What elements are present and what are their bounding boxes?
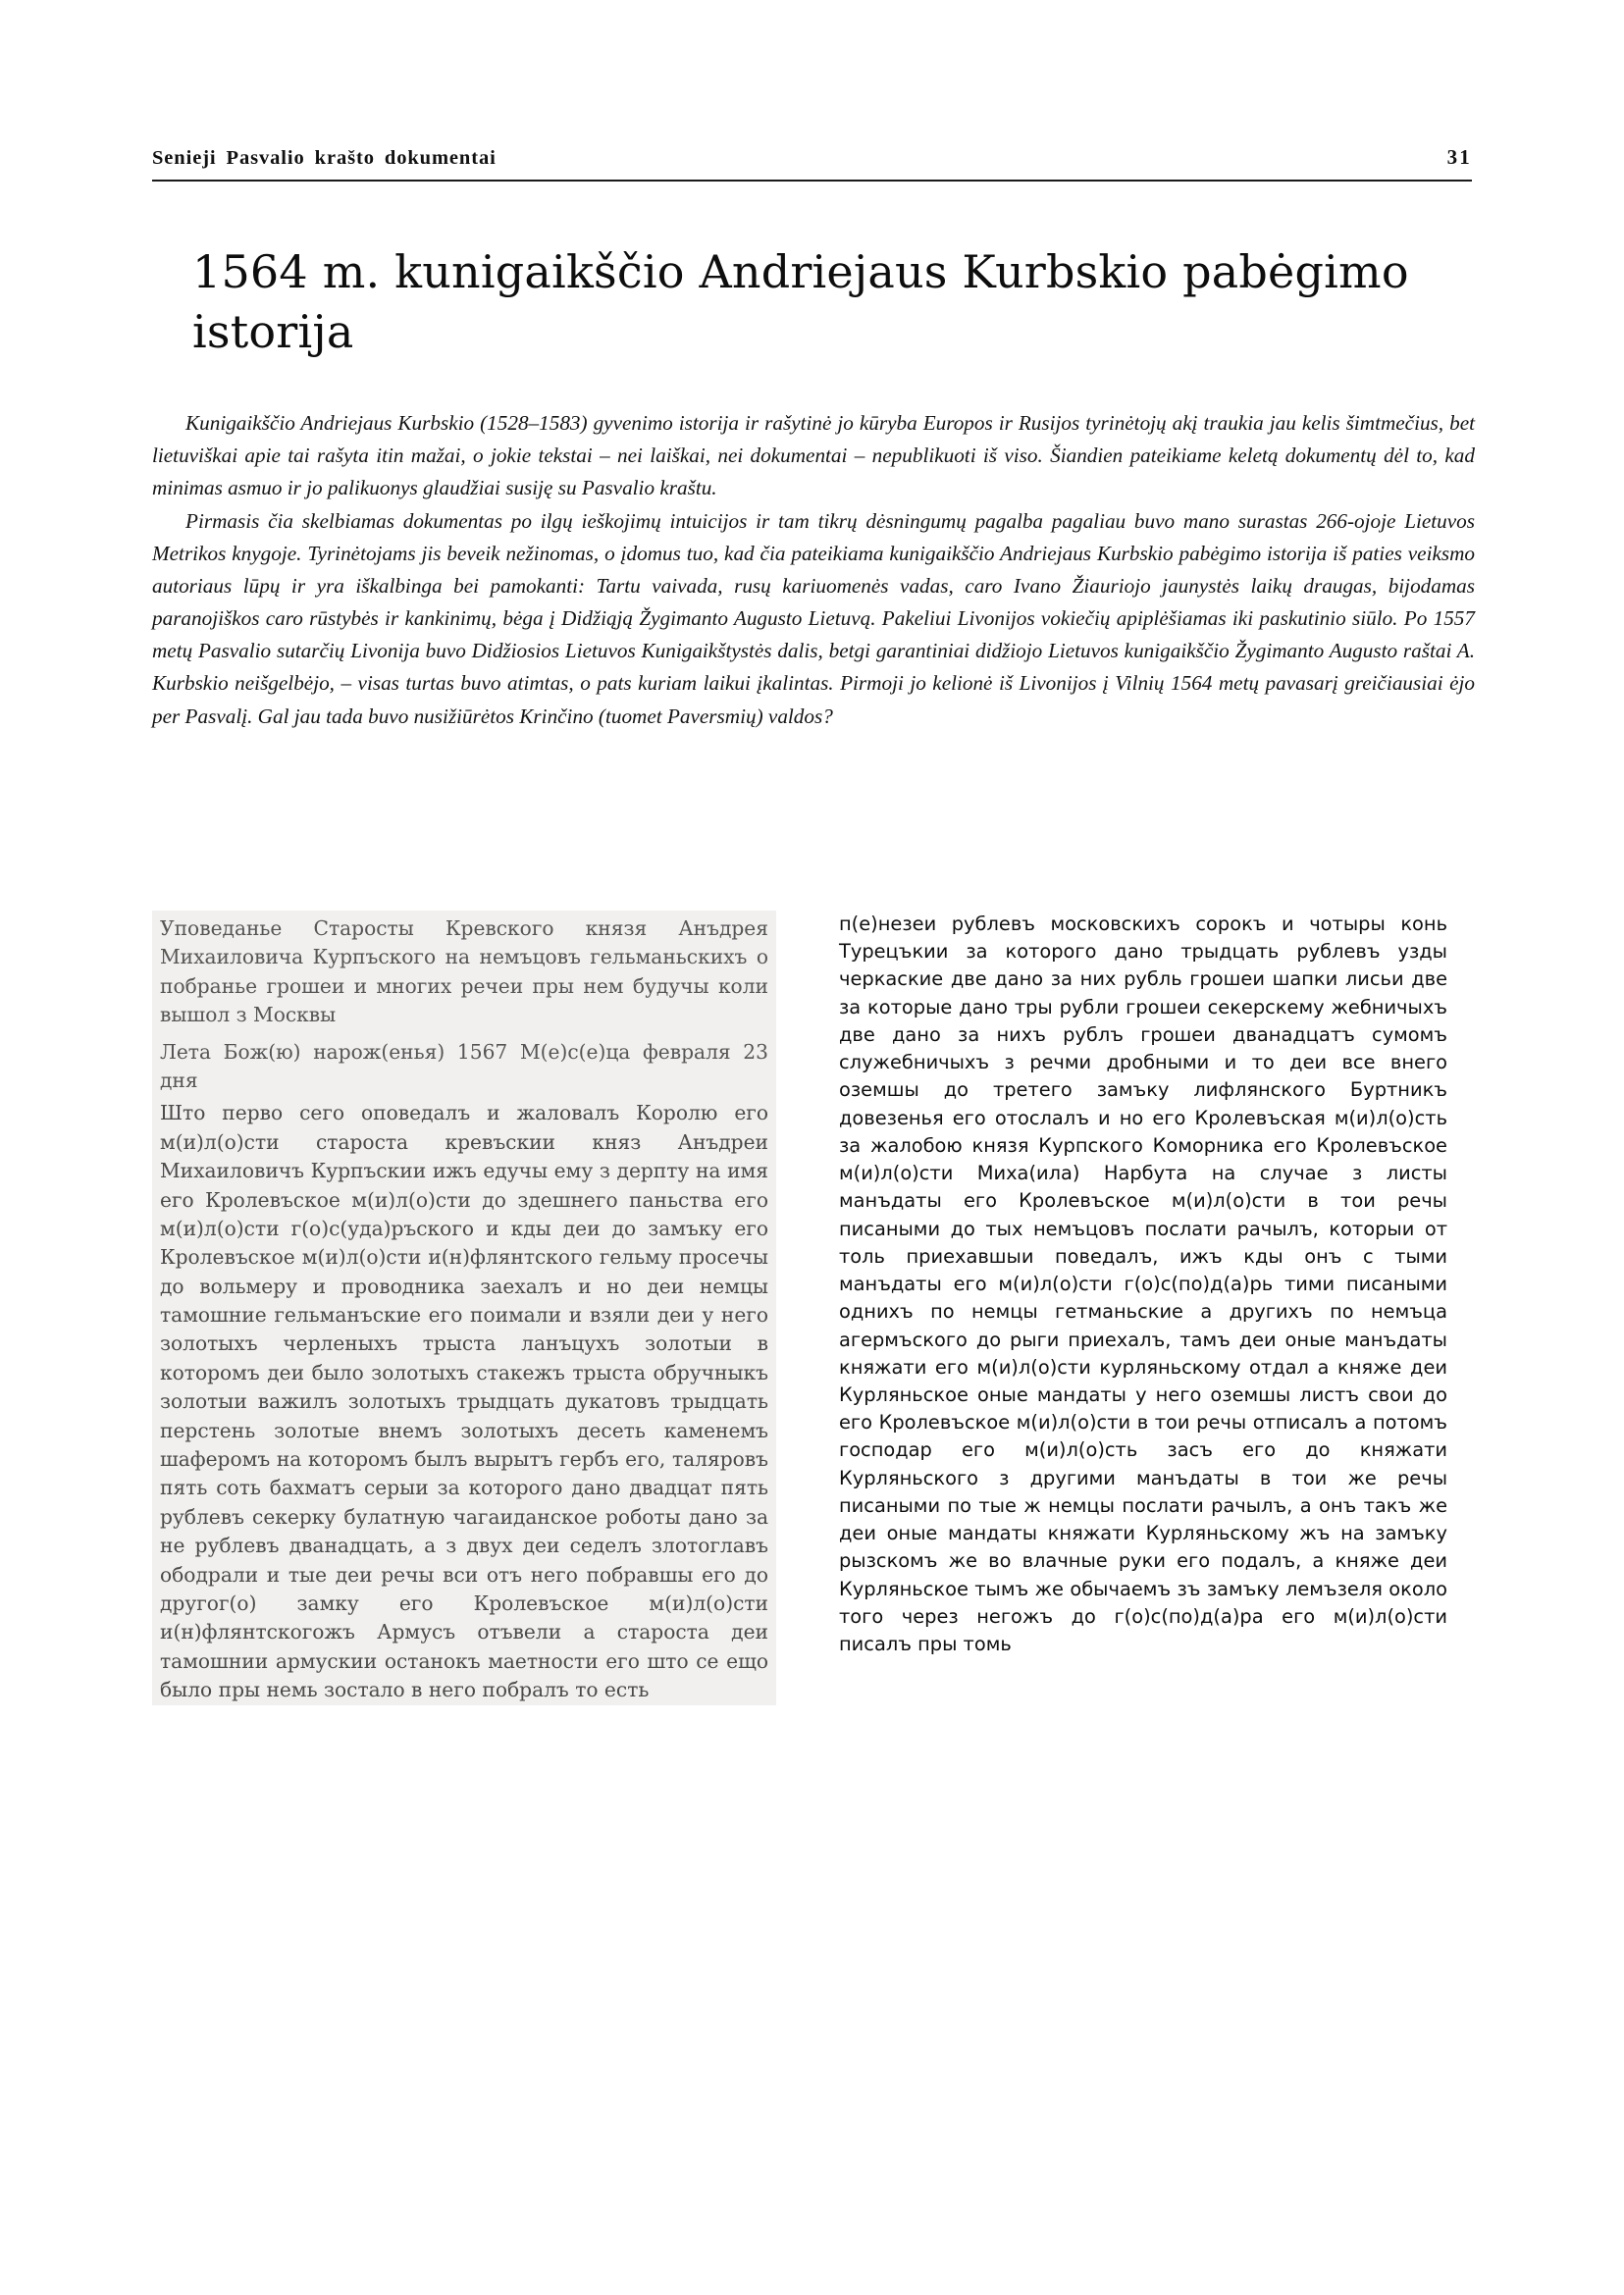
transcription-left-column	[152, 911, 776, 1705]
intro-paragraph-2: Pirmasis čia skelbiamas dokumentas po ilgų ieškojimų intuicijos ir tam tikrų dėsningumų pagalba pagaliau buvo mano surastas 266-ojoje Lietuvos Metrikos knygoje. Tyrinėtojams jis beveik nežinomas, o įdomus tuo, kad čia pateikiama kunigaikščio Andriejaus Kurbskio pabėgimo istorija iš paties veiksmo autoriaus lūpų ir yra iškalbinga bei pamokanti: Tartu vaivada, rusų kariuomenės vadas, caro Ivano Žiauriojo jaunystės laikų draugas, bijodamas paranojiškos caro rūstybės ir kankinimų, bėga į Didžiąją Žygimanto Augusto Lietuvą. Pakeliui Livonijos vokiečių apiplėšiamas iki paskutinio siūlo. Po 1557 metų Pasvalio sutarčių Livonija buvo Didžiosios Lietuvos Kunigaikštystės dalis, betgi garantiniai didžiojo Lietuvos kunigaikščio Žygimanto Augusto raštai A. Kurbskio neišgelbėjo, – visas turtas buvo atimtas, o pats kuriam laikui įkalintas. Pirmoji jo kelionė iš Livonijos į Vilnių 1564 metų pavasarį greičiausiai ėjo per Pasvalį. Gal jau tada buvo nusižiūrėtos Krinčino (tuomet Paversmių) valdos?	[152, 508, 1475, 728]
running-head-divider	[152, 180, 1472, 182]
transcription-columns	[152, 911, 1475, 2196]
transcription-heading: Уповеданье Старосты Кревского князя Анъдрея Михаиловича Курпъского на немъцовъ гельманьскихъ о побранье грошеи и многих речеи пры нем будучы коли вышол з Москвы	[160, 916, 768, 1027]
transcription-right-column	[839, 911, 1447, 1658]
running-head-title: Senieji Pasvalio krašto dokumentai	[152, 147, 497, 169]
page-number: 31	[1446, 145, 1472, 169]
transcription-date-line: Лета Бож(ю) нарож(енья) 1567 М(е)с(е)ца февраля 23 дня	[160, 1039, 768, 1092]
intro-section	[152, 407, 1475, 733]
intro-paragraph-1: Kunigaikščio Andriejaus Kurbskio (1528–1583) gyvenimo istorija ir rašytinė jo kūryba Europos ir Rusijos tyrinėtojų akį traukia jau kelis šimtmečius, bet lietuviškai apie tai rašyta itin mažai, o jokie tekstai – nei laiškai, nei dokumentai – nepublikuoti iš viso. Šiandien pateikiame keletą dokumentų dėl to, kad minimas asmuo ir jo palikuonys glaudžiai susiję su Pasvalio kraštu.	[152, 411, 1475, 500]
transcription-left-body: Што перво сего оповедалъ и жаловалъ Королю его м(и)л(о)сти староста кревъскии княз Анъдреи Михаиловичъ Курпъскии ижъ едучы ему з дерпту на имя его Кролевъское м(и)л(о)сти до здешнего паньства его м(и)л(о)сти г(о)с(уда)ръского и кды деи до замъку его Кролевъское м(и)л(о)сти и(н)флянтского гельму просечы до вольмеру и проводника заехалъ и но деи немцы тамошние гельманъские его поимали и взяли деи у него золотыхъ черленыхъ трыста ланъцухъ золотыи в которомъ деи было золотыхъ стакежъ трыста обручныкъ золотыи важилъ золотыхъ трыдцать дукатовъ трыдцать перстень золотые внемъ золотыхъ десеть каменемъ шаферомъ на которомъ былъ вырытъ гербъ его, таляровъ пять соть бахматъ серыи за которого дано двадцат пять рублевъ секерку булатную чагаиданское роботы дано за не рублевъ дванадцать, а з двух деи седелъ злотоглавъ ободрали и тые деи речы вси отъ него побравшы его до другог(о) замку его Кролевъское м(и)л(о)сти и(н)флянтскогожъ Армусъ отъвели а староста деи тамошнии армускии останокъ маетности его што се ещо было пры немь зостало в него побралъ то есть	[160, 1101, 768, 1702]
transcription-right-body: п(е)незеи рублевъ московскихъ сорокъ и чотыры конь Турецъкии за которого дано трыдцать рублевъ узды черкаские две дано за них рубль грошеи шапки лисьи две за которые дано тры рубли грошеи секерскему жебничыхъ две дано за нихъ рублъ грошеи дванадцатъ сумомъ служебничыхъ з речми дробными и то деи все внего оземшы до третего замъку лифлянского Буртникъ довезенья его отослалъ и но его Кролевъская м(и)л(о)сть за жалобою князя Курпского Коморника его Кролевъское м(и)л(о)сти Миха(ила) Нарбута на случае з листы манъдаты его Кролевъское м(и)л(о)сти в тои речы писаными до тых немъцовъ послати рачылъ, которыи от толь приехавшыи поведалъ, ижъ кды онъ с тыми манъдаты его м(и)л(о)сти г(о)с(по)д(а)рь тими писаными однихъ по немцы гетманьские а другихъ по немъца агермъского до рыги приехалъ, тамъ деи оные манъдаты княжати его м(и)л(о)сти курляньскому отдал а княже деи Курляньское оные мандаты у него оземшы листъ свои до его Кролевъское м(и)л(о)сти в тои речы отписалъ а потомъ господар его м(и)л(о)сть засъ его до княжати Курляньского з другими манъдаты в тои же речы писаными по тые ж немцы послати рачылъ, а онъ такъ же деи оные мандаты княжати Курляньскому жъ на замъку рызскомъ же во влачные руки его подалъ, а княже деи Курляньское тымъ же обычаемъ зъ замъку лемъзеля около того через негожъ до г(о)с(по)д(а)ра его м(и)л(о)сти писалъ пры томь	[839, 913, 1447, 1656]
running-head	[152, 145, 1472, 170]
page-title: 1564 m. kunigaikščio Andriejaus Kurbskio pabėgimo istorija	[192, 244, 1409, 358]
